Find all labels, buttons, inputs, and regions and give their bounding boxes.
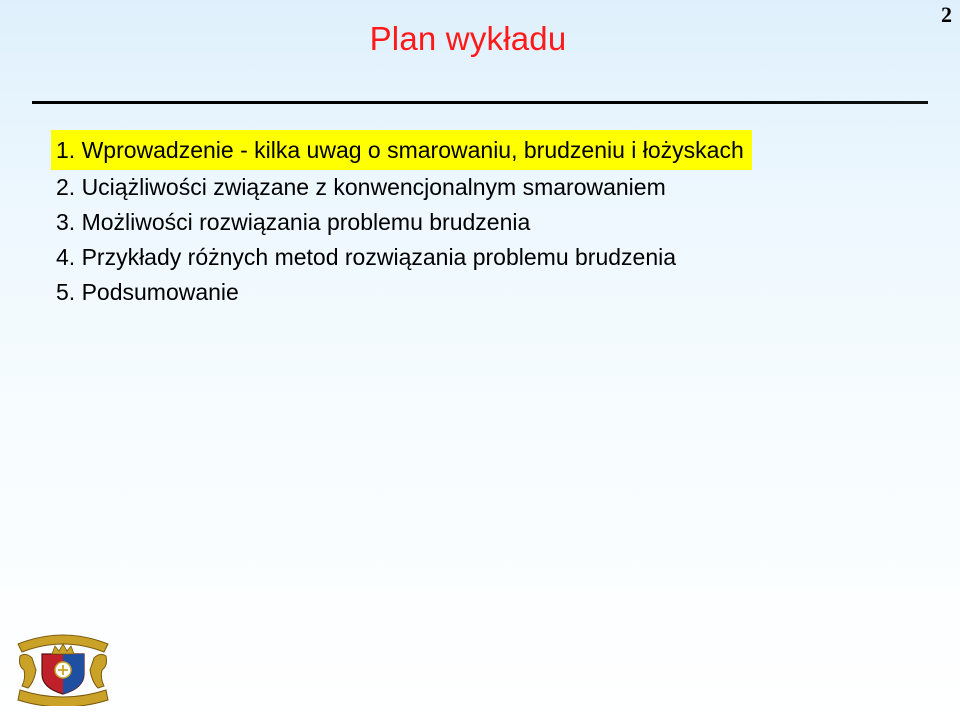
agenda-item-5: 5. Podsumowanie [56, 279, 239, 305]
university-crest-icon [12, 630, 114, 706]
agenda-item-1: 1. Wprowadzenie - kilka uwag o smarowaniu, brudzeniu i łożyskach [51, 130, 752, 170]
page-number: 2 [941, 2, 952, 27]
agenda-item-4: 4. Przykłady różnych metod rozwiązania problemu brudzenia [56, 244, 677, 270]
agenda-item-3: 3. Możliwości rozwiązania problemu brudzenia [56, 209, 531, 235]
slide-title: Plan wykładu [369, 20, 567, 57]
agenda-item-2: 2. Uciążliwości związane z konwencjonalnym smarowaniem [56, 174, 666, 200]
title-divider [32, 101, 928, 104]
agenda-list [56, 130, 752, 310]
